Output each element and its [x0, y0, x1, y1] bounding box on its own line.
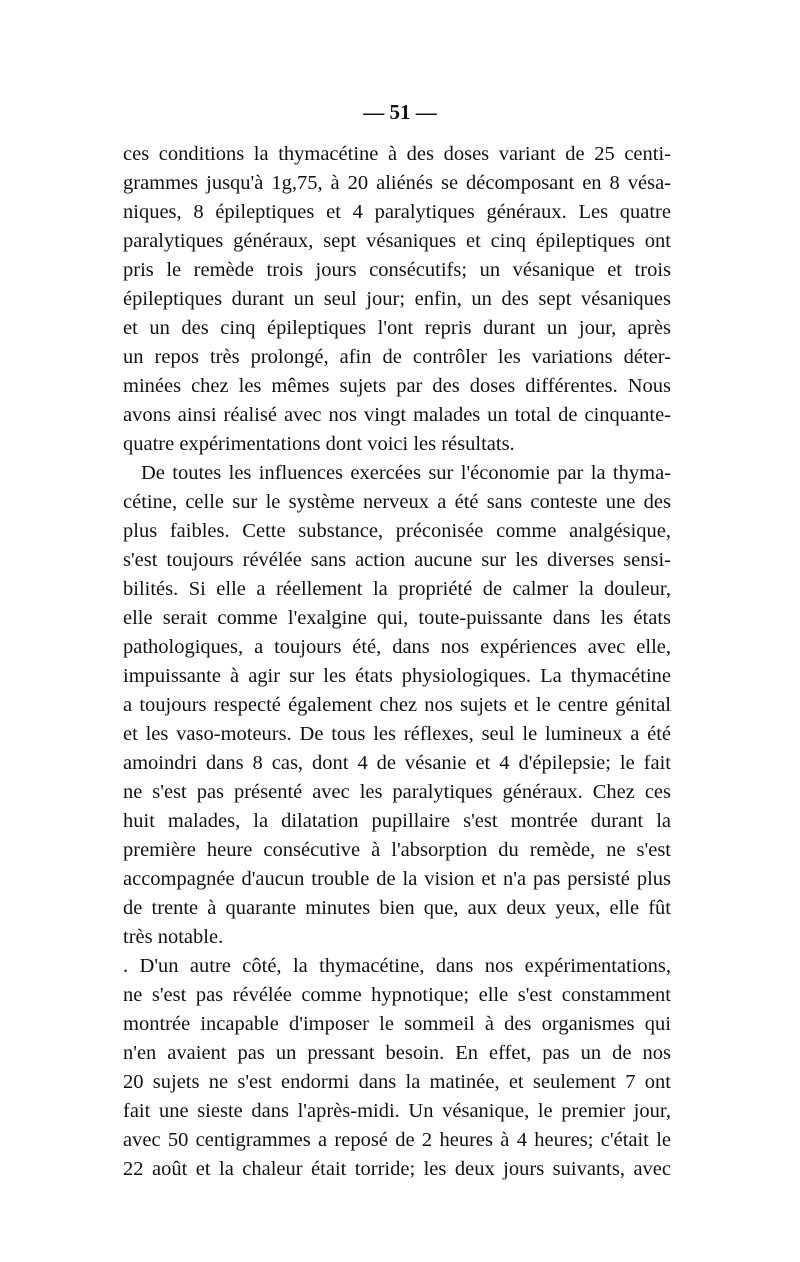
text-line: très notable.: [123, 926, 224, 948]
text-line: cétine, celle sur le système nerveux a été sans conteste une des: [123, 491, 671, 513]
text-line: . D'un autre côté, la thymacétine, dans nos expérimentations,: [123, 955, 671, 977]
text-line: huit malades, la dilatation pupillaire s'est montrée durant la: [123, 810, 671, 832]
text-line: minées chez les mêmes sujets par des doses différentes. Nous: [123, 375, 671, 397]
text-line: 22 août et la chaleur était torride; les deux jours suivants, avec: [123, 1158, 671, 1180]
text-line: accompagnée d'aucun trouble de la vision et n'a pas persisté plus: [123, 868, 671, 890]
text-line: ne s'est pas révélée comme hypnotique; elle s'est constamment: [123, 984, 671, 1006]
text-line: et un des cinq épileptiques l'ont repris durant un jour, après: [123, 317, 671, 339]
text-line: ne s'est pas présenté avec les paralytiques généraux. Chez ces: [123, 781, 671, 803]
text-line: niques, 8 épileptiques et 4 paralytiques généraux. Les quatre: [123, 201, 671, 223]
text-line: amoindri dans 8 cas, dont 4 de vésanie et 4 d'épilepsie; le fait: [123, 752, 671, 774]
text-line: pathologiques, a toujours été, dans nos expériences avec elle,: [123, 636, 671, 658]
text-line: a toujours respecté également chez nos sujets et le centre génital: [123, 694, 671, 716]
text-line: épileptiques durant un seul jour; enfin, un des sept vésaniques: [123, 288, 671, 310]
text-line: elle serait comme l'exalgine qui, toute-puissante dans les états: [123, 607, 671, 629]
text-line: et les vaso-moteurs. De tous les réflexes, seul le lumineux a été: [123, 723, 671, 745]
text-line: 20 sujets ne s'est endormi dans la matinée, et seulement 7 ont: [123, 1071, 671, 1093]
text-line: de trente à quarante minutes bien que, aux deux yeux, elle fût: [123, 897, 671, 919]
text-line: s'est toujours révélée sans action aucune sur les diverses sensi-: [123, 549, 671, 571]
text-line: fait une sieste dans l'après-midi. Un vésanique, le premier jour,: [123, 1100, 671, 1122]
page-number: — 51 —: [363, 100, 437, 124]
text-line: plus faibles. Cette substance, préconisée comme analgésique,: [123, 520, 671, 542]
text-line: impuissante à agir sur les états physiologiques. La thymacétine: [123, 665, 671, 687]
text-line: pris le remède trois jours consécutifs; un vésanique et trois: [123, 259, 671, 281]
body-text: [123, 140, 671, 1184]
text-line: grammes jusqu'à 1g,75, à 20 aliénés se décomposant en 8 vésa-: [123, 172, 671, 194]
text-line: bilités. Si elle a réellement la propriété de calmer la douleur,: [123, 578, 671, 600]
text-line: paralytiques généraux, sept vésaniques et cinq épileptiques ont: [123, 230, 671, 252]
text-line: De toutes les influences exercées sur l'économie par la thyma-: [141, 462, 671, 484]
text-line: un repos très prolongé, afin de contrôler les variations déter-: [123, 346, 671, 368]
text-line: quatre expérimentations dont voici les résultats.: [123, 433, 515, 455]
text-line: avec 50 centigrammes a reposé de 2 heures à 4 heures; c'était le: [123, 1129, 671, 1151]
text-line: n'en avaient pas un pressant besoin. En effet, pas un de nos: [123, 1042, 671, 1064]
text-line: première heure consécutive à l'absorption du remède, ne s'est: [123, 839, 671, 861]
text-line: montrée incapable d'imposer le sommeil à des organismes qui: [123, 1013, 671, 1035]
text-line: ces conditions la thymacétine à des doses variant de 25 centi-: [123, 143, 671, 165]
text-line: avons ainsi réalisé avec nos vingt malades un total de cinquante-: [123, 404, 671, 426]
